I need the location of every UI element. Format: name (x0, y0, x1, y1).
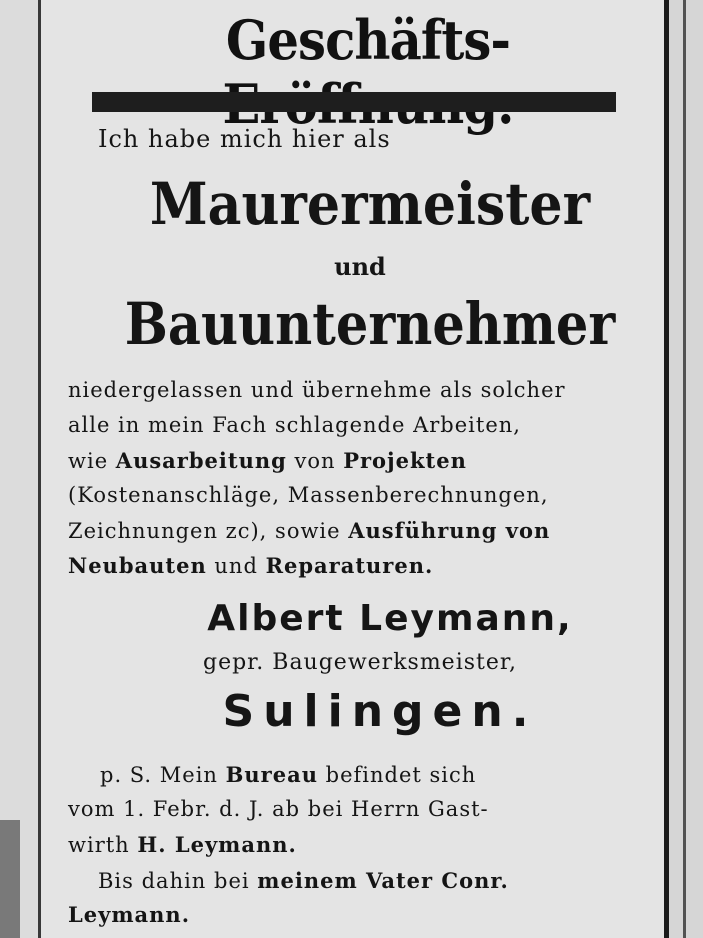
advertiser-title: gepr. Baugewerksmeister, (203, 650, 517, 675)
right-column-edge (669, 0, 703, 938)
scan-smudge (0, 820, 20, 938)
profession-secondary: Bauunternehmer (124, 290, 616, 358)
advertisement (60, 0, 660, 938)
headline-underline-bar (92, 92, 616, 112)
body-line (68, 553, 648, 578)
body-text: Zeichnungen zc), sowie (68, 519, 349, 543)
ps-emphasis: Bureau (225, 762, 318, 787)
ps-line (98, 868, 688, 893)
ps-line: vom 1. Febr. d. J. ab bei Herrn Gast- (68, 797, 489, 821)
body-emphasis: Neubauten (68, 553, 207, 578)
profession-primary: Maurermeister (149, 170, 591, 238)
body-text: wie (68, 449, 116, 473)
body-line: (Kostenanschläge, Massenberechnungen, (68, 483, 549, 507)
left-column-edge (0, 0, 38, 938)
ps-emphasis: H. Leymann. (137, 832, 297, 857)
advertiser-city: Sulingen. (222, 686, 538, 737)
ps-text: p. S. Mein (100, 763, 226, 787)
ps-emphasis: Conr. (441, 868, 509, 893)
ps-line (68, 902, 658, 927)
body-line (68, 448, 648, 473)
ps-emphasis: Leymann. (68, 902, 191, 927)
conjunction: und (334, 252, 386, 281)
intro-line: Ich habe mich hier als (98, 125, 391, 153)
ad-headline: Geschäfts- (225, 8, 511, 72)
ps-text: wirth (68, 833, 138, 857)
body-emphasis: Ausarbeitung (115, 448, 287, 473)
body-emphasis: Reparaturen. (265, 553, 434, 578)
advertiser-name: Albert Leymann, (207, 598, 573, 639)
ps-text: befindet sich (317, 763, 477, 787)
body-text: von (286, 449, 344, 473)
body-line: alle in mein Fach schlagende Arbeiten, (68, 413, 521, 437)
body-emphasis: Ausführung von (348, 518, 551, 543)
ps-emphasis: meinem Vater (257, 868, 442, 893)
body-line: niedergelassen und übernehme als solcher (68, 378, 566, 402)
column-rule-left (38, 0, 41, 938)
body-emphasis: Projekten (343, 448, 467, 473)
ps-line (68, 832, 658, 857)
ps-line (100, 762, 690, 787)
body-text: und (206, 554, 266, 578)
column-rule-right (664, 0, 669, 938)
column-rule-far-right (683, 0, 686, 938)
ps-text: Bis dahin bei (98, 869, 258, 893)
body-line (68, 518, 648, 543)
